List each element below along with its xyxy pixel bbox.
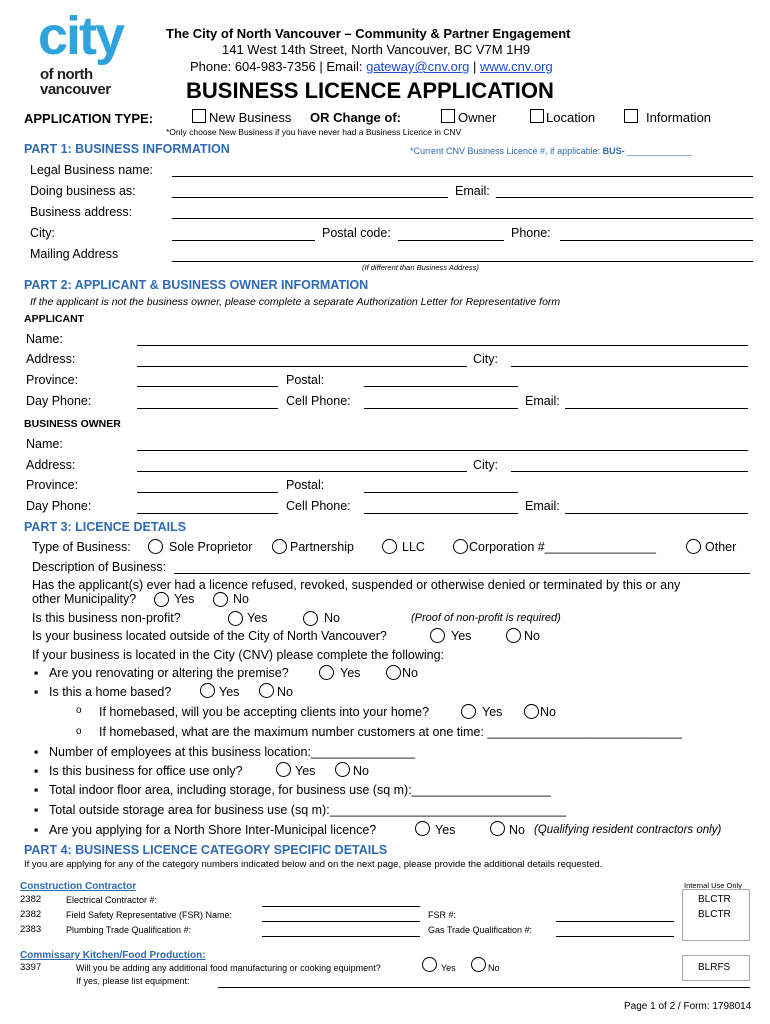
intermunicipal-no-label: No <box>509 823 525 837</box>
office-yes-label: Yes <box>295 764 316 778</box>
indoor-area-question: Total indoor floor area, including storage, for business use (sq m):____________________ <box>49 783 551 797</box>
food-list-label: If yes, please list equipment: <box>76 976 190 986</box>
plumbing-field[interactable] <box>262 936 420 937</box>
owner-cell-phone-label: Cell Phone: <box>286 499 351 513</box>
sub-bullet-clients: o <box>76 705 82 716</box>
org-name: The City of North Vancouver – Community & Partner Engagement <box>166 26 571 41</box>
bus-number-field[interactable]: _____________ <box>627 146 693 156</box>
plumbing-code: 2383 <box>20 924 42 935</box>
owner-name-field[interactable] <box>137 450 748 451</box>
sub-bullet-max: o <box>76 726 82 737</box>
applicant-address-field[interactable] <box>137 366 467 367</box>
renovating-no-radio[interactable] <box>386 665 401 680</box>
owner-heading: BUSINESS OWNER <box>24 418 121 430</box>
information-label: Information <box>646 110 712 125</box>
bullet-office: ▪ <box>34 764 39 778</box>
electrical-internal: BLCTR <box>698 894 731 905</box>
page-footer: Page 1 of 2 / Form: 1798014 <box>624 1001 752 1012</box>
applicant-day-phone-label: Day Phone: <box>26 394 92 408</box>
owner-city-field[interactable] <box>511 471 748 472</box>
electrical-code: 2382 <box>20 894 42 905</box>
owner-cell-phone-field[interactable] <box>364 513 518 514</box>
home-question: Is this a home based? <box>49 685 172 699</box>
part4-note: If you are applying for any of the category numbers indicated below and on the next page, please provide the additional details requested. <box>24 859 603 870</box>
electrical-field[interactable] <box>262 906 420 907</box>
renovating-no-label: No <box>402 666 418 680</box>
phone-prefix: Phone: 604-983-7356 | Email: <box>190 59 367 74</box>
business-phone-field[interactable] <box>560 240 753 241</box>
applicant-day-phone-field[interactable] <box>137 408 278 409</box>
owner-name-label: Name: <box>26 437 63 451</box>
food-list-field[interactable] <box>218 987 750 988</box>
food-question: Will you be adding any additional food manufacturing or cooking equipment? <box>76 963 381 973</box>
outside-yes-radio[interactable] <box>430 628 445 643</box>
mailing-address-label: Mailing Address <box>30 247 119 261</box>
dba-label: Doing business as: <box>30 184 136 198</box>
gas-label: Gas Trade Qualification #: <box>428 925 533 935</box>
applicant-heading: APPLICANT <box>24 313 85 325</box>
office-yes-radio[interactable] <box>276 762 291 777</box>
commissary-heading: Commissary Kitchen/Food Production: <box>20 950 206 961</box>
bullet-indoor: ▪ <box>34 783 39 797</box>
new-business-note: *Only choose New Business if you have never had a Business Licence in CNV <box>166 127 462 137</box>
renovating-question: Are you renovating or altering the premise? <box>49 666 289 680</box>
nonprofit-yes-radio[interactable] <box>228 611 243 626</box>
home-yes-label: Yes <box>219 685 240 699</box>
business-city-field[interactable] <box>172 240 315 241</box>
description-label: Description of Business: <box>32 560 167 574</box>
intermunicipal-no-radio[interactable] <box>490 821 505 836</box>
applicant-cell-phone-field[interactable] <box>364 408 518 409</box>
page-title: BUSINESS LICENCE APPLICATION <box>186 78 554 103</box>
mailing-address-field[interactable] <box>172 261 753 262</box>
business-postal-field[interactable] <box>398 240 504 241</box>
owner-postal-label: Postal: <box>286 478 325 492</box>
nonprofit-no-radio[interactable] <box>303 611 318 626</box>
applicant-name-field[interactable] <box>137 345 748 346</box>
if-located-intro: If your business is located in the City (CNV) please complete the following: <box>32 648 444 662</box>
food-yes-label: Yes <box>441 963 456 973</box>
outside-yes-label: Yes <box>451 629 472 643</box>
applicant-cell-phone-label: Cell Phone: <box>286 394 351 408</box>
clients-yes-label: Yes <box>482 705 503 719</box>
description-field[interactable] <box>174 573 750 574</box>
intermunicipal-yes-radio[interactable] <box>415 821 430 836</box>
fsr-internal: BLCTR <box>698 909 731 920</box>
bullet-home: ▪ <box>34 685 39 699</box>
owner-province-label: Province: <box>26 478 79 492</box>
home-yes-radio[interactable] <box>200 683 215 698</box>
home-no-radio[interactable] <box>259 683 274 698</box>
corporation-label: Corporation #________________ <box>469 540 656 554</box>
application-type-label: APPLICATION TYPE: <box>24 111 154 126</box>
sole-proprietor-radio[interactable] <box>148 539 163 554</box>
bullet-employees: ▪ <box>34 745 39 759</box>
max-customers-question: If homebased, what are the maximum number customers at one time: ____________________________ <box>99 725 683 739</box>
outside-question: Is your business located outside of the City of North Vancouver? <box>32 629 387 643</box>
part1-title: PART 1: BUSINESS INFORMATION <box>24 142 230 156</box>
business-phone-label: Phone: <box>511 226 551 240</box>
current-licence-text: *Current CNV Business Licence #, if applicable: <box>410 146 601 156</box>
outside-storage-question: Total outside storage area for business use (sq m):__________________________________ <box>49 803 567 817</box>
applicant-postal-label: Postal: <box>286 373 325 387</box>
applicant-email-label: Email: <box>525 394 560 408</box>
applicant-email-field[interactable] <box>565 408 748 409</box>
renovating-yes-radio[interactable] <box>319 665 334 680</box>
new-business-label: New Business <box>209 110 292 125</box>
owner-email-field[interactable] <box>565 513 748 514</box>
nonprofit-yes-label: Yes <box>247 611 268 625</box>
business-city-label: City: <box>30 226 55 240</box>
applicant-city-field[interactable] <box>511 366 748 367</box>
intermunicipal-yes-label: Yes <box>435 823 456 837</box>
partnership-radio[interactable] <box>272 539 287 554</box>
partnership-label: Partnership <box>290 540 354 554</box>
llc-radio[interactable] <box>382 539 397 554</box>
construction-heading: Construction Contractor <box>20 881 137 892</box>
dba-field[interactable] <box>172 197 448 198</box>
business-address-field[interactable] <box>172 218 753 219</box>
fsr-number-label: FSR #: <box>428 910 457 920</box>
electrical-label: Electrical Contractor #: <box>66 895 158 905</box>
food-yes-radio[interactable] <box>422 957 437 972</box>
bus-prefix: BUS- <box>602 146 625 156</box>
refused-no-label: No <box>233 592 249 606</box>
refused-yes-radio[interactable] <box>154 592 169 607</box>
nonprofit-question: Is this business non-profit? <box>32 611 181 625</box>
fsr-code: 2382 <box>20 909 42 920</box>
clients-no-label: No <box>540 705 556 719</box>
bullet-intermunicipal: ▪ <box>34 823 39 837</box>
applicant-postal-field[interactable] <box>364 386 518 387</box>
business-address-label: Business address: <box>30 205 133 219</box>
applicant-address-label: Address: <box>26 352 76 366</box>
applicant-name-label: Name: <box>26 332 63 346</box>
bullet-renovating: ▪ <box>34 666 39 680</box>
applicant-province-field[interactable] <box>137 386 278 387</box>
sole-proprietor-label: Sole Proprietor <box>169 540 253 554</box>
owner-day-phone-field[interactable] <box>137 513 278 514</box>
nonprofit-note: (Proof of non-profit is required) <box>411 612 561 624</box>
gas-field[interactable] <box>556 936 674 937</box>
type-of-business-label: Type of Business: <box>32 540 131 554</box>
part4-title: PART 4: BUSINESS LICENCE CATEGORY SPECIFIC DETAILS <box>24 843 388 857</box>
fsr-name-field[interactable] <box>262 921 420 922</box>
location-label: Location <box>546 110 596 125</box>
refused-question-line1: Has the applicant(s) ever had a licence refused, revoked, suspended or otherwise denied or terminated by this or any <box>32 578 681 592</box>
llc-label: LLC <box>402 540 425 554</box>
business-email-field[interactable] <box>496 197 753 198</box>
logo-city-word: city <box>38 6 124 66</box>
fsr-name-label: Field Safety Representative (FSR) Name: <box>66 910 233 920</box>
other-label: Other <box>705 540 737 554</box>
clients-question: If homebased, will you be accepting clients into your home? <box>99 705 430 719</box>
nonprofit-no-label: No <box>324 611 340 625</box>
current-licence-note <box>410 146 692 156</box>
owner-address-field[interactable] <box>137 471 467 472</box>
food-internal: BLRFS <box>698 962 731 973</box>
contact-sep: | <box>469 59 481 74</box>
food-code: 3397 <box>20 962 42 973</box>
owner-label: Owner <box>458 110 497 125</box>
office-question: Is this business for office use only? <box>49 764 243 778</box>
corporation-radio[interactable] <box>453 539 468 554</box>
logo-vancouver: vancouver <box>40 81 111 98</box>
refused-question-line2: other Municipality? <box>32 592 137 606</box>
legal-name-label: Legal Business name: <box>30 163 153 177</box>
employees-question: Number of employees at this business location:_______________ <box>49 745 416 759</box>
business-postal-label: Postal code: <box>322 226 391 240</box>
applicant-province-label: Province: <box>26 373 79 387</box>
owner-city-label: City: <box>473 458 498 472</box>
owner-postal-field[interactable] <box>364 492 518 493</box>
owner-day-phone-label: Day Phone: <box>26 499 92 513</box>
internal-use-label: Internal Use Only <box>684 881 742 890</box>
home-no-label: No <box>277 685 293 699</box>
qualifying-note: (Qualifying resident contractors only) <box>534 824 722 836</box>
office-no-label: No <box>353 764 369 778</box>
bullet-outside-storage: ▪ <box>34 803 39 817</box>
office-no-radio[interactable] <box>335 762 350 777</box>
applicant-city-label: City: <box>473 352 498 366</box>
email-link[interactable]: gateway@cnv.org <box>366 59 470 74</box>
city-logo <box>36 6 146 100</box>
outside-no-radio[interactable] <box>506 628 521 643</box>
clients-no-radio[interactable] <box>524 704 539 719</box>
renovating-yes-label: Yes <box>340 666 361 680</box>
food-no-radio[interactable] <box>471 957 486 972</box>
clients-yes-radio[interactable] <box>461 704 476 719</box>
part3-title: PART 3: LICENCE DETAILS <box>24 520 187 534</box>
logo-of-north: of north <box>40 66 93 83</box>
information-checkbox[interactable] <box>624 109 638 123</box>
plumbing-label: Plumbing Trade Qualification #: <box>66 925 192 935</box>
refused-yes-label: Yes <box>174 592 195 606</box>
owner-email-label: Email: <box>525 499 560 513</box>
owner-province-field[interactable] <box>137 492 278 493</box>
intermunicipal-question: Are you applying for a North Shore Inter-Municipal licence? <box>49 823 377 837</box>
org-address: 141 West 14th Street, North Vancouver, BC V7M 1H9 <box>222 42 531 57</box>
mailing-note: (If different than Business Address) <box>362 263 479 272</box>
food-no-label: No <box>488 963 500 973</box>
part2-note: If the applicant is not the business owner, please complete a separate Authorization Letter for Representative form <box>30 296 561 308</box>
part2-title: PART 2: APPLICANT & BUSINESS OWNER INFORMATION <box>24 278 369 292</box>
outside-no-label: No <box>524 629 540 643</box>
legal-name-field[interactable] <box>172 176 753 177</box>
other-radio[interactable] <box>686 539 701 554</box>
location-checkbox[interactable] <box>530 109 544 123</box>
owner-address-label: Address: <box>26 458 76 472</box>
owner-checkbox[interactable] <box>441 109 455 123</box>
or-change-label: OR Change of: <box>310 110 401 125</box>
web-link[interactable]: www.cnv.org <box>480 59 553 74</box>
new-business-checkbox[interactable] <box>192 109 206 123</box>
business-email-label: Email: <box>455 184 490 198</box>
fsr-number-field[interactable] <box>556 921 674 922</box>
org-contact <box>190 59 553 74</box>
refused-no-radio[interactable] <box>213 592 228 607</box>
